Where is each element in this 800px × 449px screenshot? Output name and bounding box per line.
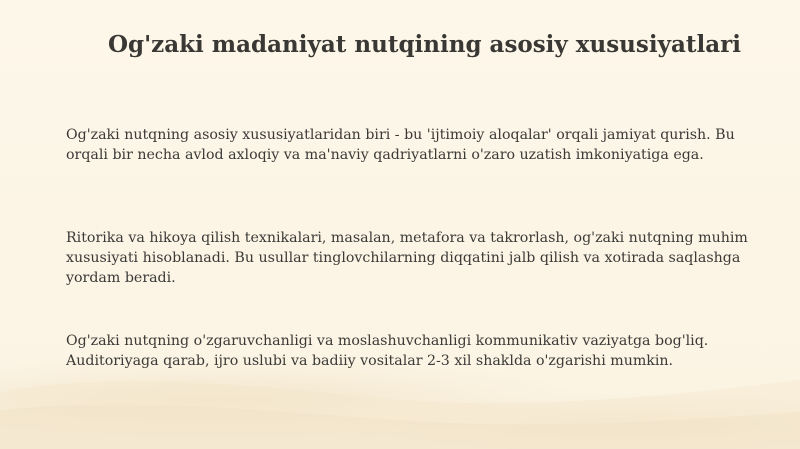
paragraph-rhetoric-techniques: Ritorika va hikoya qilish texnikalari, masalan, metafora va takrorlash, og'zaki nutqning muhim xususiyati hisoblanadi. Bu usullar tinglovchilarning diqqatini jalb qilish va xotirada saqlashga yordam beradi. [66, 230, 748, 286]
paragraph-social-connections: Og'zaki nutqning asosiy xususiyatlaridan biri - bu 'ijtimoiy aloqalar' orqali jamiyat qurish. Bu orqali bir necha avlod axloqiy va ma'naviy qadriyatlarni o'zaro uzatish imkoniyatiga ega. [66, 127, 735, 163]
slide-title: Og'zaki madaniyat nutqining asosiy xususiyatlari [108, 31, 741, 58]
paragraph-variability: Og'zaki nutqning o'zgaruvchanligi va moslashuvchanligi kommunikativ vaziyatga bog'liq. Auditoriyaga qarab, ijro uslubi va badiiy vositalar 2-3 xil shaklda o'zgarishi mumkin. [66, 333, 709, 369]
